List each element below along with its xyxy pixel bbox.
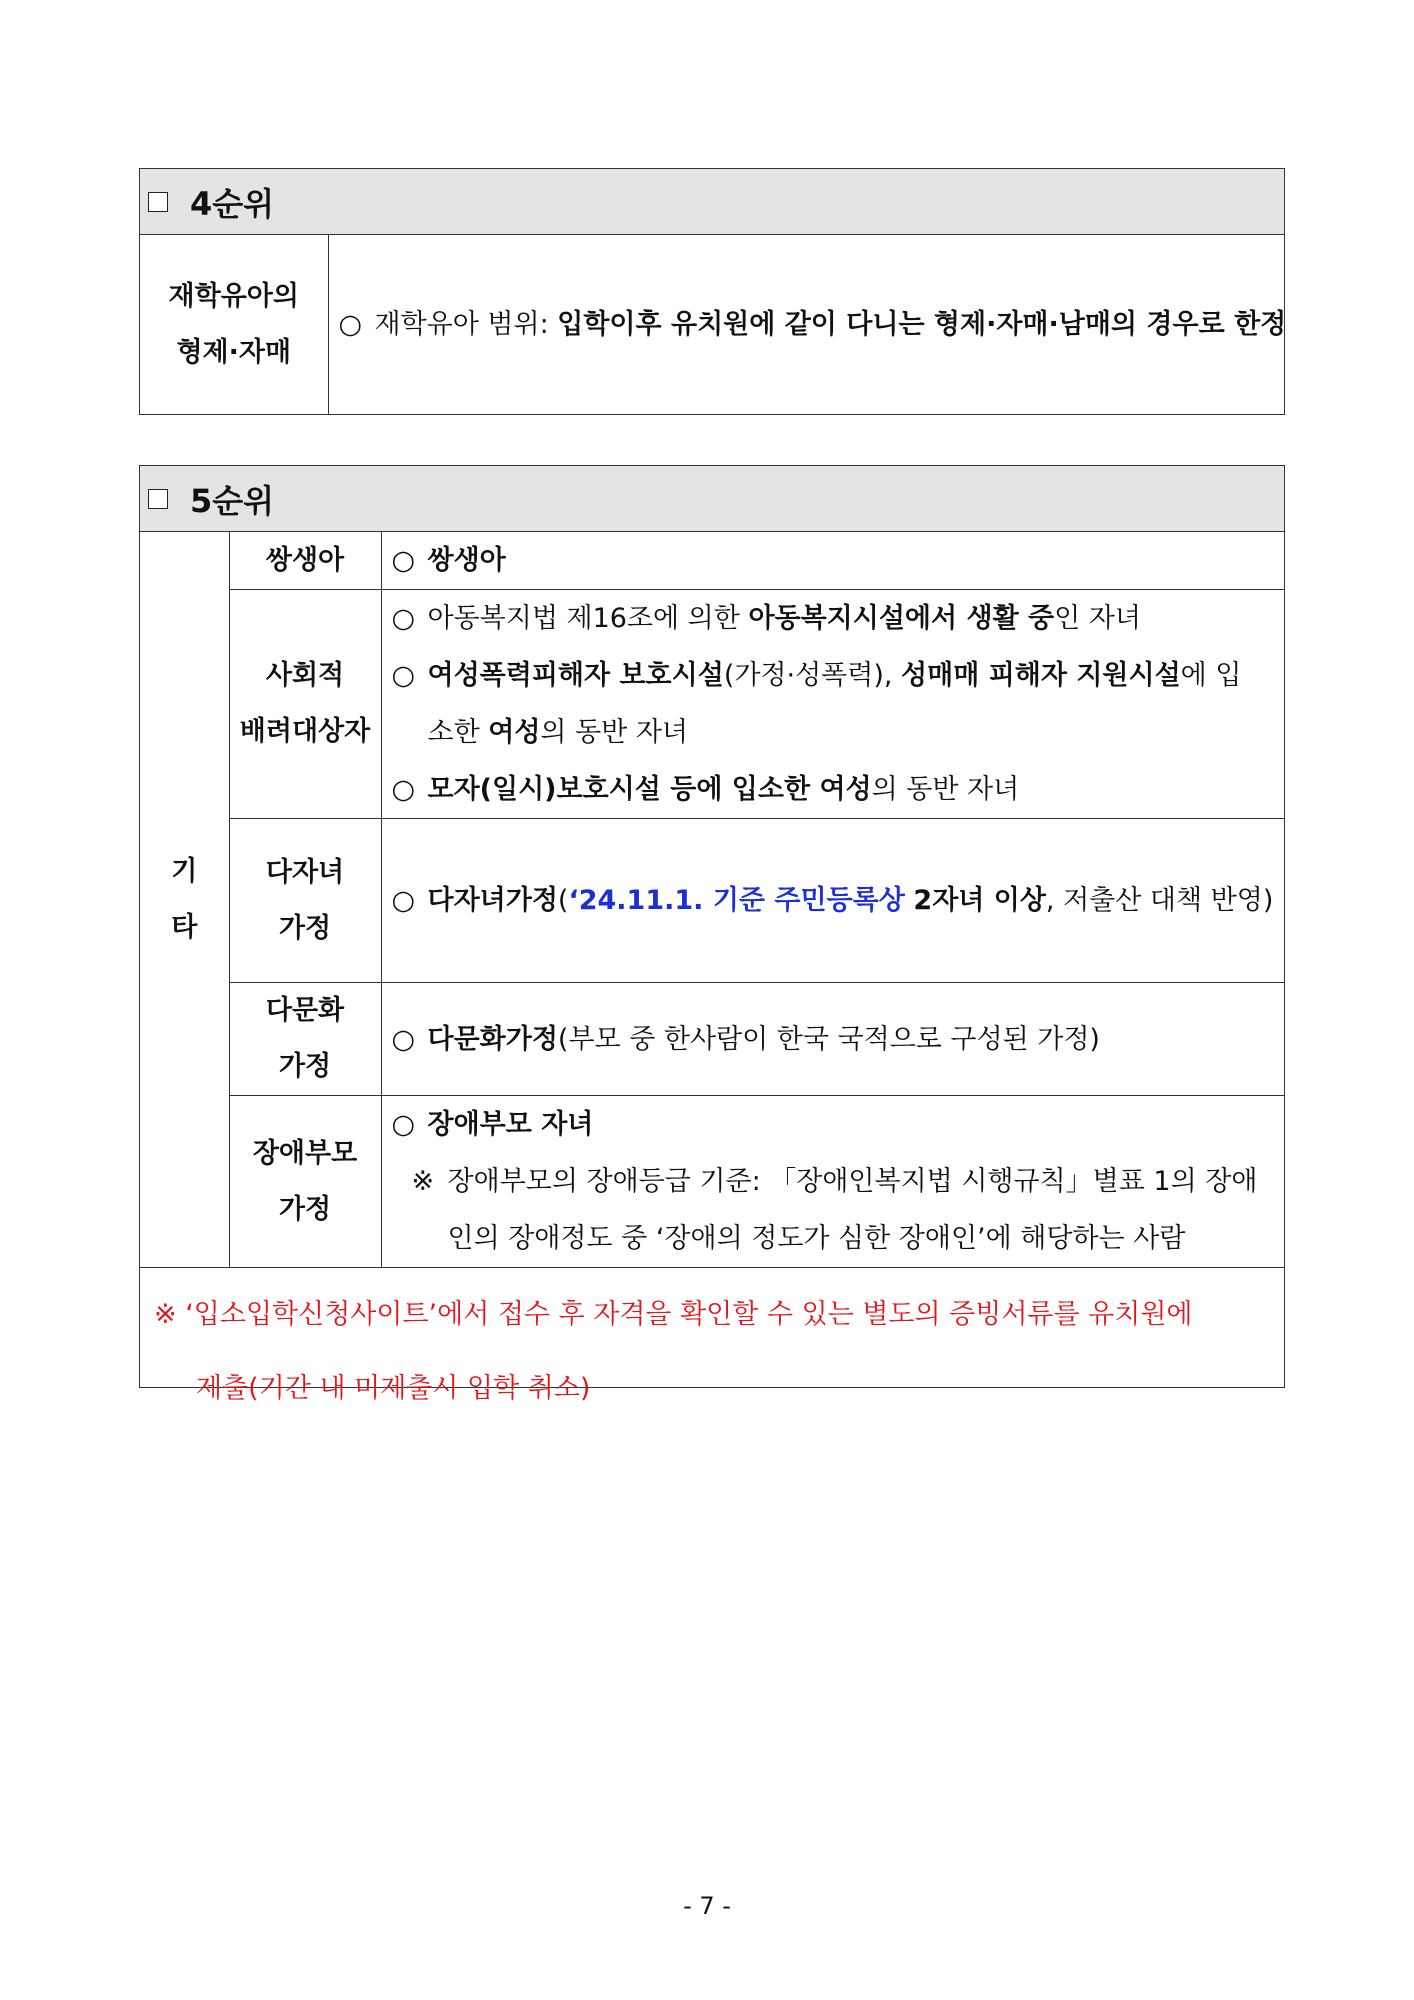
disabled-content-cell [381,1096,1284,1268]
multicultural-suffix: (부모 중 한사람이 한국 국적으로 구성된 가정) [557,1023,1100,1055]
social-line-3 [382,704,1285,761]
sibling-scope-prefix: 재학유아 범위: [374,309,558,340]
page-number: - 7 - [683,1892,731,1920]
category-etc-line2: 타 [171,911,198,943]
section-4-header [140,169,1284,235]
multicultural-label-cell [229,983,381,1096]
multicultural-line [382,1011,1285,1068]
multichild-label-line2: 가정 [278,912,332,944]
disabled-label-cell [229,1096,381,1268]
social-l2-suffix: 에 입 [1180,660,1242,691]
social-l2-bold1: 여성폭력피해자 보호시설 [427,660,724,691]
social-label-line1: 사회적 [265,660,345,691]
notice-line-1: ※ ‘입소입학신청사이트’에서 접수 후 자격을 확인할 수 있는 별도의 증빙서류를 유치원에 [154,1299,1193,1330]
sibling-label-cell [140,235,328,414]
disabled-note-line-2 [382,1210,1285,1267]
social-l3-bold: 여성 [488,717,541,748]
multichild-content-cell [381,819,1284,983]
disabled-bold: 장애부모 자녀 [427,1109,594,1140]
disabled-label-line1: 장애부모 [252,1137,358,1169]
notice-line-2: 제출(기간 내 미제출시 입학 취소) [196,1373,591,1404]
social-l3-prefix: 소한 [427,717,489,748]
section-5-title: 5순위 [190,481,275,520]
circle-bullet-icon: ○ [391,603,416,634]
social-label-cell [229,590,381,819]
section-5-table [139,465,1285,1404]
multichild-suffix: , 저출산 대책 반영) [1045,885,1274,916]
social-line-1 [382,590,1285,647]
twins-text: 쌍생아 [427,545,506,576]
sibling-content-cell [328,235,1287,414]
twins-label: 쌍생아 [229,532,381,590]
social-label-line2: 배려대상자 [239,716,371,747]
multicultural-content-cell [381,983,1284,1096]
disabled-note-line-1 [382,1153,1285,1210]
social-line-2 [382,647,1285,704]
disabled-note-text-2: 인의 장애정도 중 ‘장애의 정도가 심한 장애인’에 해당하는 사람 [447,1223,1186,1254]
multicultural-bold: 다문화가정 [427,1023,558,1055]
multichild-bold2: 2자녀 이상 [913,885,1046,916]
circle-bullet-icon: ○ [391,885,416,916]
notice-cell [140,1268,1284,1456]
circle-bullet-icon: ○ [391,545,416,576]
multichild-paren: ( [557,885,569,916]
sibling-scope-bold: 입학이후 유치원에 같이 다니는 형제·자매·남매의 경우로 한정 [557,309,1287,340]
square-checkbox-icon [148,192,168,212]
social-l3-suffix: 의 동반 자녀 [540,717,688,748]
disabled-label-line2: 가정 [278,1193,332,1225]
section-5-header [140,466,1284,532]
disabled-line-1 [382,1096,1285,1153]
disabled-note-text-1: 장애부모의 장애등급 기준: 「장애인복지법 시행규칙」별표 1의 장애 [447,1166,1258,1197]
social-l1-suffix: 인 자녀 [1054,603,1141,634]
social-content-cell [381,590,1284,819]
section-5-body [140,532,1284,1456]
social-l2-mid: (가정·성폭력), [723,660,902,691]
social-line-4 [382,761,1285,818]
multicultural-label-line1: 다문화 [265,995,345,1026]
multichild-label-line1: 다자녀 [265,856,345,888]
social-l4-bold: 모자(일시)보호시설 등에 입소한 여성 [427,774,872,805]
multicultural-label-line2: 가정 [278,1051,332,1082]
category-etc-cell [140,532,229,1268]
section-4-title: 4순위 [190,184,275,223]
category-etc-line1: 기 [171,855,198,887]
sibling-label-line2: 형제·자매 [176,336,292,368]
circle-bullet-icon: ○ [391,774,416,805]
circle-bullet-icon: ○ [391,1109,416,1140]
social-l2-bold2: 성매매 피해자 지원시설 [901,660,1181,691]
sibling-label-line1: 재학유아의 [168,280,299,312]
square-checkbox-icon [148,489,168,509]
circle-bullet-icon: ○ [391,660,416,691]
section-4-body [140,235,1287,414]
social-l1-bold: 아동복지시설에서 생활 중 [748,603,1055,634]
sibling-scope-line [329,296,1285,353]
multichild-line [382,872,1285,929]
section-4-table [139,168,1285,415]
twins-content-cell [381,532,1284,590]
circle-bullet-icon: ○ [391,1023,416,1055]
multichild-label-cell [229,819,381,983]
twins-line [382,532,1285,589]
multichild-bold1: 다자녀가정 [427,885,558,916]
multichild-blue-date: ‘24.11.1. 기준 주민등록상 [568,885,905,916]
social-l1-prefix: 아동복지법 제16조에 의한 [427,603,749,634]
circle-bullet-icon: ○ [338,309,363,340]
reference-mark-icon: ※ [411,1166,435,1197]
social-l4-suffix: 의 동반 자녀 [871,774,1020,805]
